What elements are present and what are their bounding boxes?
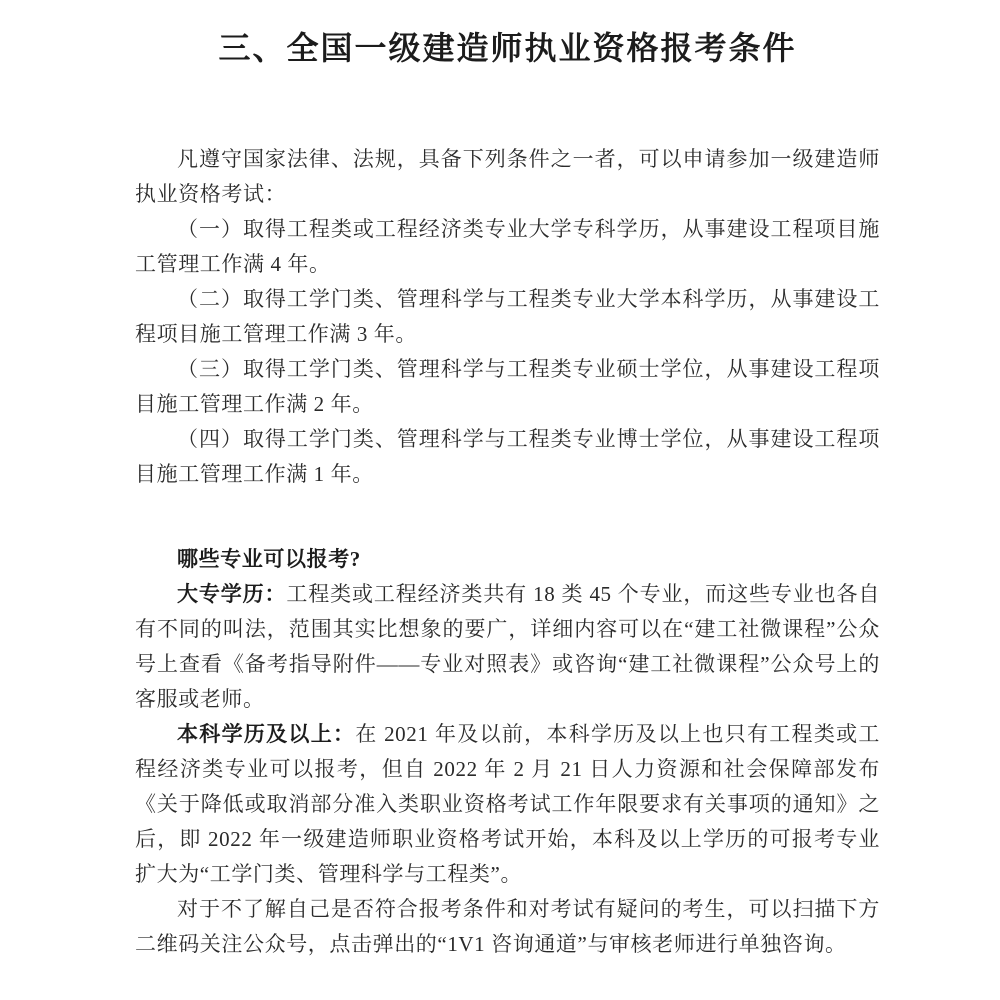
condition-item-1: （一）取得工程类或工程经济类专业大学专科学历，从事建设工程项目施工管理工作满 4 年。 [135,217,880,276]
paragraph-bachelor-degree [135,717,880,892]
section-heading-majors: 哪些专业可以报考? [177,547,361,571]
paragraph-consultation [135,892,880,962]
paragraph-college-degree [135,577,880,717]
paragraph-lead-college: 大专学历： [177,582,287,606]
intro-paragraph: 凡遵守国家法律、法规，具备下列条件之一者，可以申请参加一级建造师执业资格考试： [135,147,880,206]
condition-item-2: （二）取得工学门类、管理科学与工程类专业大学本科学历，从事建设工程项目施工管理工作满 3 年。 [135,287,880,346]
paragraph-text-consultation: 对于不了解自己是否符合报考条件和对考试有疑问的考生，可以扫描下方二维码关注公众号，点击弹出的“1V1 咨询通道”与审核老师进行单独咨询。 [135,897,880,956]
paragraph-lead-bachelor: 本科学历及以上： [177,722,356,746]
paragraph-text-bachelor: 在 2021 年及以前，本科学历及以上也只有工程类或工程经济类专业可以报考，但自 2022 年 2 月 21 日人力资源和社会保障部发布《关于降低或取消部分准入类职业资格考试工作年限要求有关事项的通知》之后，即 2022 年一级建造师职业资格考试开始，本科及以上学历的可报考专业扩大为“工学门类、管理科学与工程类”。 [135,722,880,886]
condition-item-4: （四）取得工学门类、管理科学与工程类专业博士学位，从事建设工程项目施工管理工作满 1 年。 [135,427,880,486]
condition-item-3: （三）取得工学门类、管理科学与工程类专业硕士学位，从事建设工程项目施工管理工作满 2 年。 [135,357,880,416]
page-title: 三、全国一级建造师执业资格报考条件 [218,30,797,66]
paragraph-text-college: 工程类或工程经济类共有 18 类 45 个专业，而这些专业也各自有不同的叫法，范围其实比想象的要广，详细内容可以在“建工社微课程”公众号上查看《备考指导附件——专业对照表》或咨询“建工社微课程”公众号上的客服或老师。 [135,582,880,711]
